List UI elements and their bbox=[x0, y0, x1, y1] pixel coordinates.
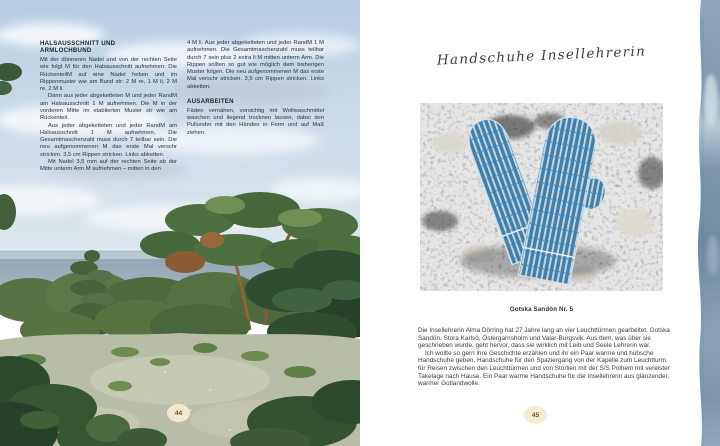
paragraph: Aus jeder abgeketteten und jeder RandM am Halsausschnitt 1 M aufnehmen. Die Gesamtmaschenzahl muss durch 7 teilbar sein. Die neu aufgenommenen M das erste Mal verschr stricken. 3,5 cm Rippen stricken. Links abketten. bbox=[40, 122, 177, 158]
paragraph: Mit der dünneren Nadel und von der rechten Seite wie folgt M für den Halsausschnitt aufnehmen: Die RückenteilM auf eine Nadel heben und im Rippenmuster wie am Bund str: 2 M re, 1 M li, 2 M re, 2 M li. bbox=[40, 56, 177, 93]
paragraph: Die Insellehrerin Alma Dörring hat 27 Jahre lang an vier Leuchttürmen gearbeitet. Gotska Sandön, Stora Karlsö, Östergarnsholm und Valar-Burgsvik. Aus dem, was über sie geschrieben wurde, geht hervor, dass sie wirklich mit Leib und Seele Lehrerin war. bbox=[418, 327, 670, 350]
text-column-2 bbox=[187, 40, 324, 174]
right-page bbox=[360, 0, 720, 446]
mittens-photo bbox=[420, 103, 663, 291]
paragraph: Ich wollte so gern ihre Geschichte erzählen und ihr ein Paar warme und hübsche Handschuhe geben. Handschuhe für den Spaziergang von der Kapelle zum Leuchtturm, für Reisen zwischen den Leuchttürmen und von Storlien mit der S/S Polhem mit vereister Takelage nach Hause. Ein Paar warme Handschuhe für die Insellehrerin aus glänzender, warmer Gotlandwolle. bbox=[418, 349, 670, 388]
page-number-badge-right: 45 bbox=[524, 406, 547, 424]
section-heading-halsausschnitt: HALSAUSSCHNITT UND ARMLOCHBUND bbox=[40, 40, 116, 55]
paragraph: Mit Nadel 3,5 mm auf der rechten Seite ab der Mitte unterm Arm M aufnehmen – mitten in den bbox=[40, 159, 177, 173]
text-column-1 bbox=[40, 40, 177, 174]
right-page-body bbox=[418, 327, 672, 388]
photo-caption: Gotska Sandön Nr. 5 bbox=[509, 306, 574, 313]
chapter-title: Handschuhe Insellehrerin bbox=[436, 43, 647, 69]
paragraph: Fäden vernähen, vorsichtig mit Wollwaschmittel waschen und liegend trocknen lassen, dabei den Pullunder mit den Händen in Form und auf Maß ziehen. bbox=[187, 107, 324, 136]
paragraph: Dann aus jeder abgeketteten M und jeder RandM am Halsausschnitt 1 M aufnehmen. Die M in der vorderen Mitte im etablierten Muster str wie am Rückenteil. bbox=[40, 93, 177, 122]
paragraph: 4 M li. Aus jeder abgeketteten und jeder RandM 1 M aufnehmen. Die Gesamtmaschenzahl muss teilbar durch 7 sein plus 2 extra li M mitten unterm Arm. Die Rippen sollten so gut wie möglich dem bisherigen Muster folgen. Die neu aufgenommenen M das erste Mal verschr stricken. 3,5 cm Rippen stricken. Links abketten. bbox=[187, 40, 324, 90]
section-heading-ausarbeiten: AUSARBEITEN bbox=[187, 98, 234, 106]
left-page-text bbox=[40, 40, 324, 174]
dead-branch bbox=[165, 251, 205, 273]
watercolor-edge bbox=[694, 0, 720, 446]
page-number-badge-left: 44 bbox=[167, 404, 190, 422]
